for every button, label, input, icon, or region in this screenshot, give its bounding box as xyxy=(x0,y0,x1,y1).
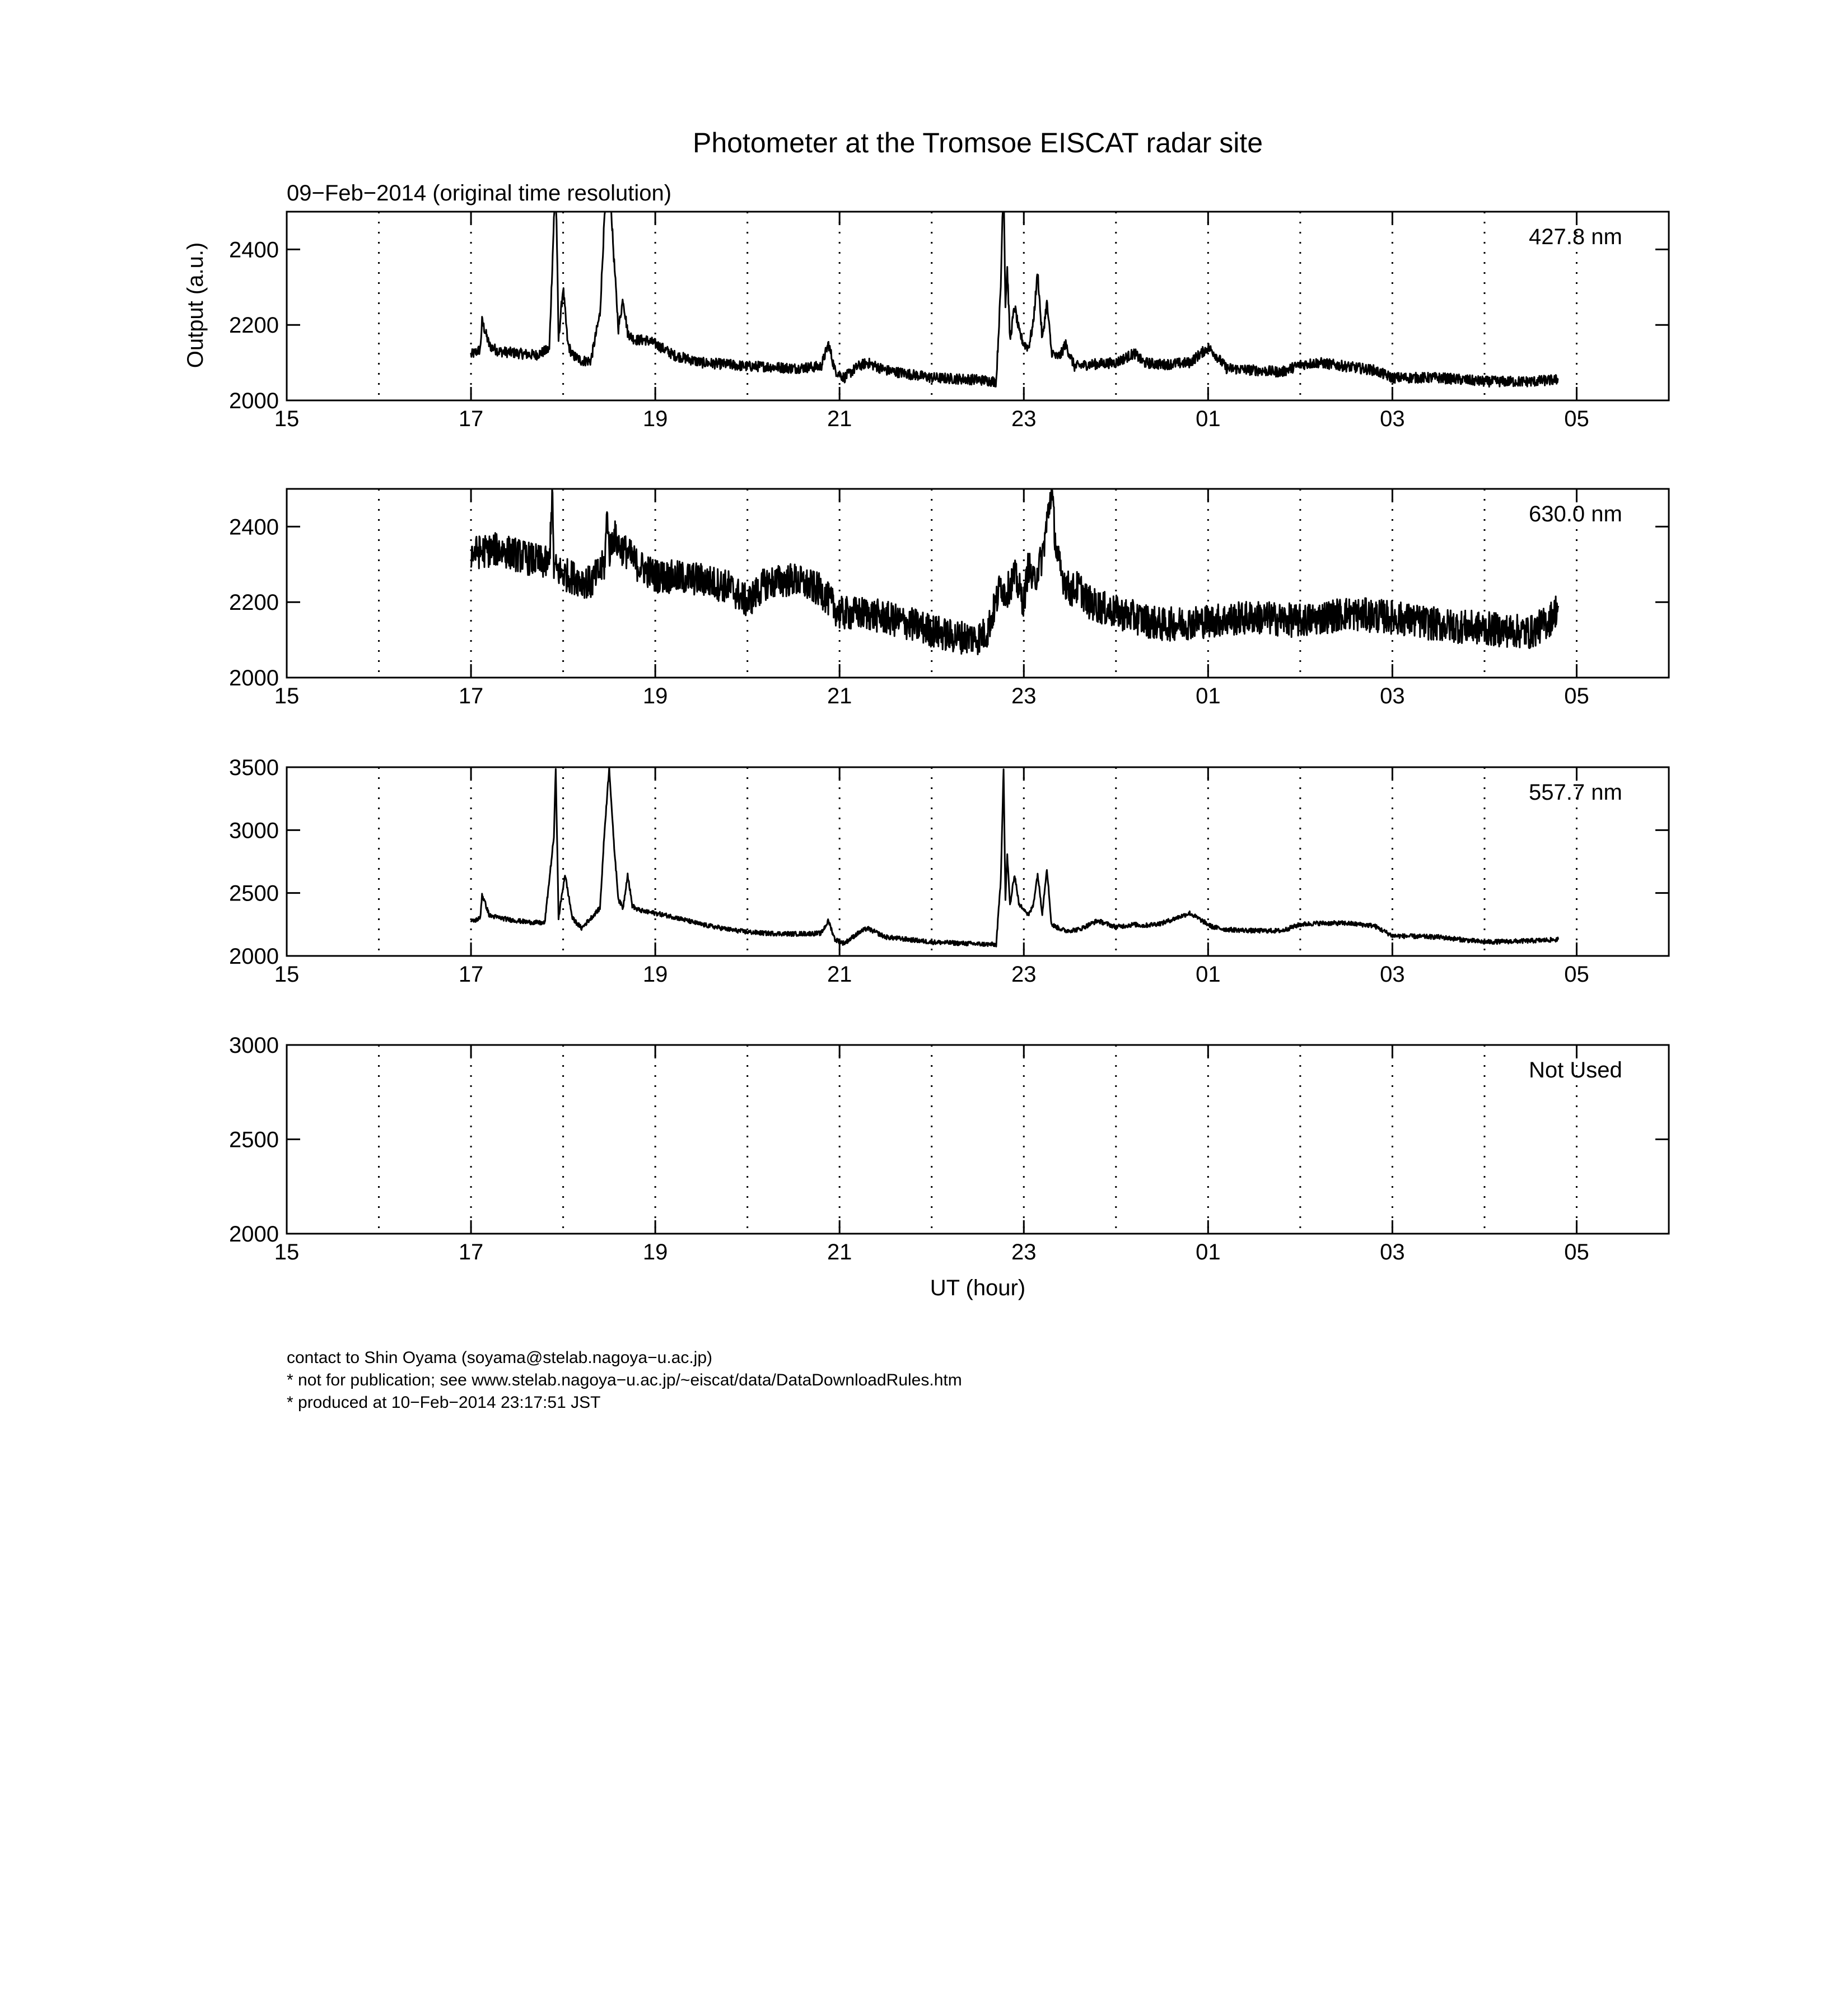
plot-frame xyxy=(287,1045,1669,1234)
panel-2 xyxy=(229,489,1669,708)
x-tick-label: 01 xyxy=(1196,1240,1221,1264)
panel-3 xyxy=(229,755,1669,987)
x-tick-label: 15 xyxy=(274,962,300,987)
panel-label: 557.7 nm xyxy=(1529,780,1622,805)
x-tick-label: 05 xyxy=(1564,684,1589,708)
panels xyxy=(229,212,1669,1264)
footer-produced: * produced at 10−Feb−2014 23:17:51 JST xyxy=(287,1393,601,1412)
y-tick-label: 2200 xyxy=(229,313,279,338)
x-tick-label: 15 xyxy=(274,407,300,431)
y-tick-label: 2500 xyxy=(229,881,279,906)
panel-1 xyxy=(229,212,1669,431)
y-tick-label: 2000 xyxy=(229,666,279,690)
footer-notes xyxy=(287,1347,962,1414)
x-tick-label: 19 xyxy=(642,407,668,431)
x-tick-label: 23 xyxy=(1011,407,1037,431)
data-series-line xyxy=(471,767,1558,946)
x-tick-label: 17 xyxy=(458,1240,484,1264)
y-tick-label: 2000 xyxy=(229,1222,279,1247)
x-tick-label: 03 xyxy=(1380,407,1405,431)
x-tick-label: 21 xyxy=(827,407,852,431)
panel-label: 427.8 nm xyxy=(1529,225,1622,249)
x-tick-label: 23 xyxy=(1011,684,1037,708)
x-tick-label: 21 xyxy=(827,1240,852,1264)
x-tick-label: 15 xyxy=(274,1240,300,1264)
chart-title: Photometer at the Tromsoe EISCAT radar site xyxy=(692,127,1263,158)
x-tick-label: 19 xyxy=(642,684,668,708)
data-series-line xyxy=(471,212,1558,387)
x-tick-label: 17 xyxy=(458,962,484,987)
y-tick-label: 3000 xyxy=(229,818,279,843)
footer-notice: * not for publication; see www.stelab.nagoya−u.ac.jp/~eiscat/data/DataDownloadRules.htm xyxy=(287,1371,962,1389)
y-tick-label: 3500 xyxy=(229,755,279,780)
x-tick-label: 17 xyxy=(458,684,484,708)
x-tick-label: 19 xyxy=(642,1240,668,1264)
y-axis-label: Output (a.u.) xyxy=(183,242,208,368)
y-tick-label: 3000 xyxy=(229,1033,279,1058)
x-tick-label: 21 xyxy=(827,684,852,708)
x-tick-label: 03 xyxy=(1380,1240,1405,1264)
data-series-line xyxy=(471,489,1558,655)
y-tick-label: 2400 xyxy=(229,515,279,540)
x-tick-label: 23 xyxy=(1011,962,1037,987)
x-axis-label: UT (hour) xyxy=(930,1276,1026,1300)
plot-frame xyxy=(287,212,1669,400)
x-tick-label: 05 xyxy=(1564,1240,1589,1264)
y-tick-label: 2200 xyxy=(229,590,279,615)
panel-label: 630.0 nm xyxy=(1529,502,1622,526)
x-tick-label: 15 xyxy=(274,684,300,708)
x-tick-label: 05 xyxy=(1564,407,1589,431)
x-tick-label: 03 xyxy=(1380,962,1405,987)
x-tick-label: 01 xyxy=(1196,962,1221,987)
x-tick-label: 23 xyxy=(1011,1240,1037,1264)
plot-frame xyxy=(287,767,1669,956)
x-tick-label: 21 xyxy=(827,962,852,987)
x-tick-label: 01 xyxy=(1196,684,1221,708)
x-tick-label: 17 xyxy=(458,407,484,431)
y-tick-label: 2000 xyxy=(229,389,279,413)
y-tick-label: 2400 xyxy=(229,237,279,263)
chart-subtitle: 09−Feb−2014 (original time resolution) xyxy=(287,181,672,206)
x-tick-label: 03 xyxy=(1380,684,1405,708)
panel-4 xyxy=(229,1033,1669,1264)
x-tick-label: 05 xyxy=(1564,962,1589,987)
panel-label: Not Used xyxy=(1529,1058,1622,1082)
x-tick-label: 01 xyxy=(1196,407,1221,431)
x-tick-label: 19 xyxy=(642,962,668,987)
footer-contact: contact to Shin Oyama (soyama@stelab.nagoya−u.ac.jp) xyxy=(287,1348,713,1367)
y-tick-label: 2500 xyxy=(229,1127,279,1152)
y-tick-label: 2000 xyxy=(229,944,279,969)
